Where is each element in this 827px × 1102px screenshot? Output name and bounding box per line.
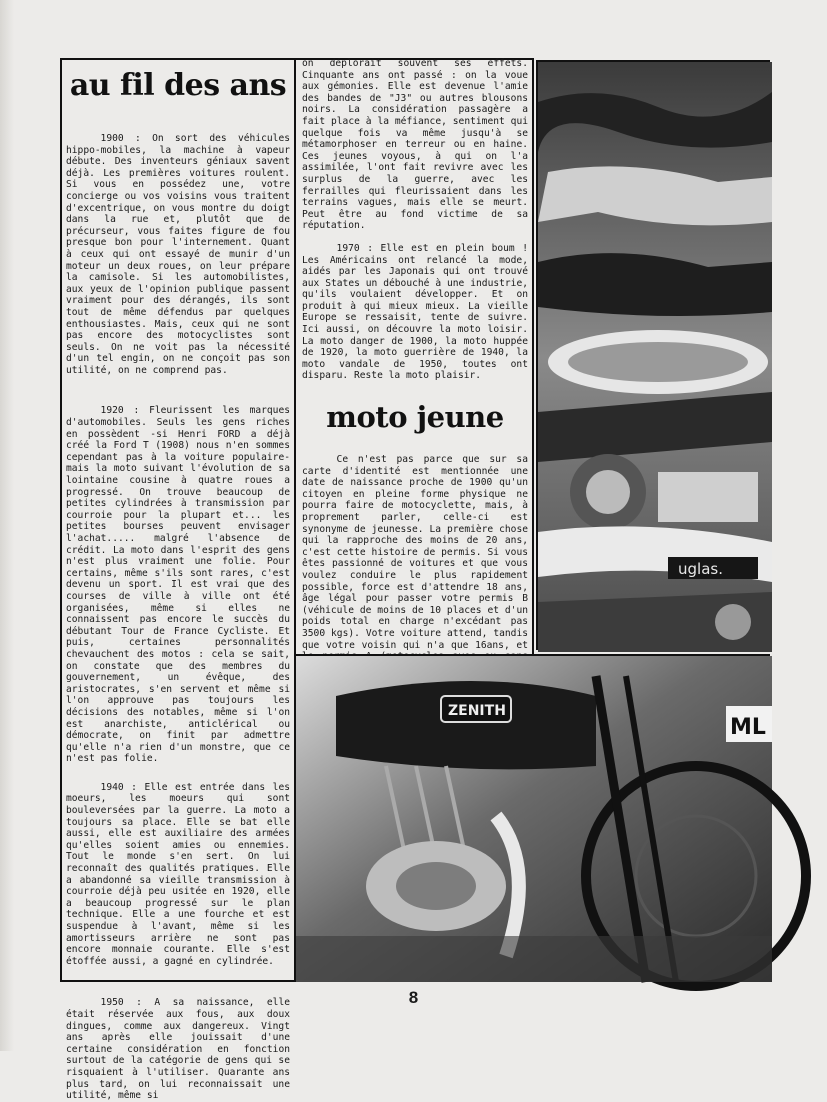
photo-engines-label: uglas. — [678, 560, 723, 578]
page-edge — [0, 0, 14, 1051]
paragraph-1920: 1920 : Fleurissent les marques d'automobiles. Seuls les gens riches en possèdent -si Henri FORD a déjà créé la Ford T (1908) nous n'en sommes cependant pas à la voiture populaire- mais la moto suivant l'évolution de sa lointaine cousine à quatre roues a progressé. On trouve beaucoup de petites cylindrées à transmission par courroie pour la plupart et... les petites bourses peuvent envisager l'achat..... malgré l'absence de crédit. La moto dans l'esprit des gens n'est plus vraiment une folie. Pour certains, même s'ils sont rares, c'est devenu un sport. Il est vrai que des courses de ville à ville ont été organisées, même si elles ne connaissent pas encore le succès du débutant Tour de France Cycliste. Et puis, certaines personnalités chevauchent des motos : cela se sait, on constate que des membres du gouvernement, un évêque, des aristocrates, s'en servent et même si l'on approuve pas toujours les décisions des notables, même si l'on est anarchiste, anticlérical ou démocrate, on finit par admettre qu'elle n'a rien d'un monstre, que ce n'est pas folie. — [66, 405, 290, 765]
photo-zenith-motorcycle — [294, 654, 770, 980]
column-middle — [302, 58, 528, 652]
section-title-au-fil-des-ans: au fil des ans — [69, 68, 287, 103]
photo-zenith-plate: ML — [730, 715, 766, 740]
paragraph-1940: 1940 : Elle est entrée dans les moeurs, les moeurs qui sont bouleversées par la guerre. La moto a toujours sa place. Elle se bat elle aussi, elle est auxiliaire des armées qu'elles soient amies ou ennemies. Tout le monde s'en sert. On lui reconnaît des qualités pratiques. Elle a abandonné sa vieille transmission à courroie déjà peu usitée en 1920, elle a beaucoup progressé sur le plan technique. Elle a une fourche et est suspendue à l'avant, même si les amortisseurs arrière ne sont pas encore monnaie courante. Elle s'est étoffée aussi, a gagné en cylindrée. — [66, 781, 290, 967]
paragraph-1950-continued: on déplorait souvent ses effets. Cinquante ans ont passé : on la voue aux gémonies. Elle est devenue l'amie des bandes de "J3" ou autres blousons noirs. La considération passagère a fait place à la méfiance, sentiment qui quelque fois va même jusqu'à se métamorphoser en terreur ou en haine. Ces jeunes voyous, à qui on l'a assimilée, l'ont fait revivre avec les surplus de la guerre, avec les ferrailles qui fleurissaient dans les terrains vagues, mais elle se meurt. Peut être au fond victime de sa réputation. — [302, 58, 528, 232]
photo-zenith-badge: ZENITH — [448, 703, 506, 719]
photo-engines — [536, 60, 770, 650]
section-title-moto-jeune: moto jeune — [326, 400, 504, 435]
paragraph-1970: 1970 : Elle est en plein boum ! Les Américains ont relancé la mode, aidés par les Japonais qui ont trouvé aux States un débouché à une industrie, qu'ils voulaient développer. Et on produit à qui mieux mieux. La vieille Europe se ressaisit, tente de suivre. Ici aussi, on découvre la moto loisir. La moto danger de 1900, la moto huppée de 1920, la moto guerrière de 1940, la moto vandale de 1950, toutes ont disparu. Reste la moto plaisir. — [302, 242, 528, 382]
paragraph-moto-jeune: Ce n'est pas parce que sur sa carte d'identité est mentionnée une date de naissance proche de 1900 qu'un citoyen en pleine forme physique ne pourra faire de motocyclette, mais, à proprement parler, celle-ci est synonyme de jeunesse. La première chose qui la rapproche des moins de 20 ans, c'est cette histoire de permis. Si vous êtes passionné de voitures et que vous voulez conduire le plus rapidement possible, force est d'attendre 18 ans, âge légal pour passer votre permis B (véhicule de moins de 10 places et d'un poids total en charge n'excédant pas 3500 kgs). Votre voiture attend, tandis que votre voisin qui n'a que 16ans, et — [302, 454, 528, 651]
photo-zenith-image — [296, 656, 772, 982]
page-number: 8 — [408, 988, 419, 1007]
paragraph-1900: 1900 : On sort des véhicules hippo-mobiles, la machine à vapeur débute. Des inventeurs géniaux savent déjà. Les premières voitures roulent. Si vous en possédez une, votre concierge ou vos voisins vous traitent d'excentrique, on vous montre du doigt dans la rue et, plutôt que de précurseur, vous faites figure de fou presque bon pour l'internement. Quant à ceux qui ont essayé de munir d'un moteur un deux roues, on leur prépare la camisole. Si les automobilistes, aux yeux de l'opinion publique passent vraiment pour des dérangés, ils sont tout de même défendus par quelques enthousiastes. Mais, ceux qui ne sont pas encore des motocyclistes sont seuls. On ne voit pas la nécessité d'un tel engin, on ne conçoit pas son utilité, on ne comprend pas. — [66, 133, 290, 376]
photo-engines-image — [538, 62, 772, 652]
paragraph-1950: 1950 : A sa naissance, elle était réservée aux fous, aux doux dingues, comme aux dangereux. Vingt ans après elle jouissait d'une certaine considération en fonction surtout de la catégorie de gens qui se risquaient à l'utiliser. Quarante ans plus tard, on lui reconnaissait une utilité, même si — [66, 997, 290, 1102]
column-left — [66, 66, 290, 1102]
